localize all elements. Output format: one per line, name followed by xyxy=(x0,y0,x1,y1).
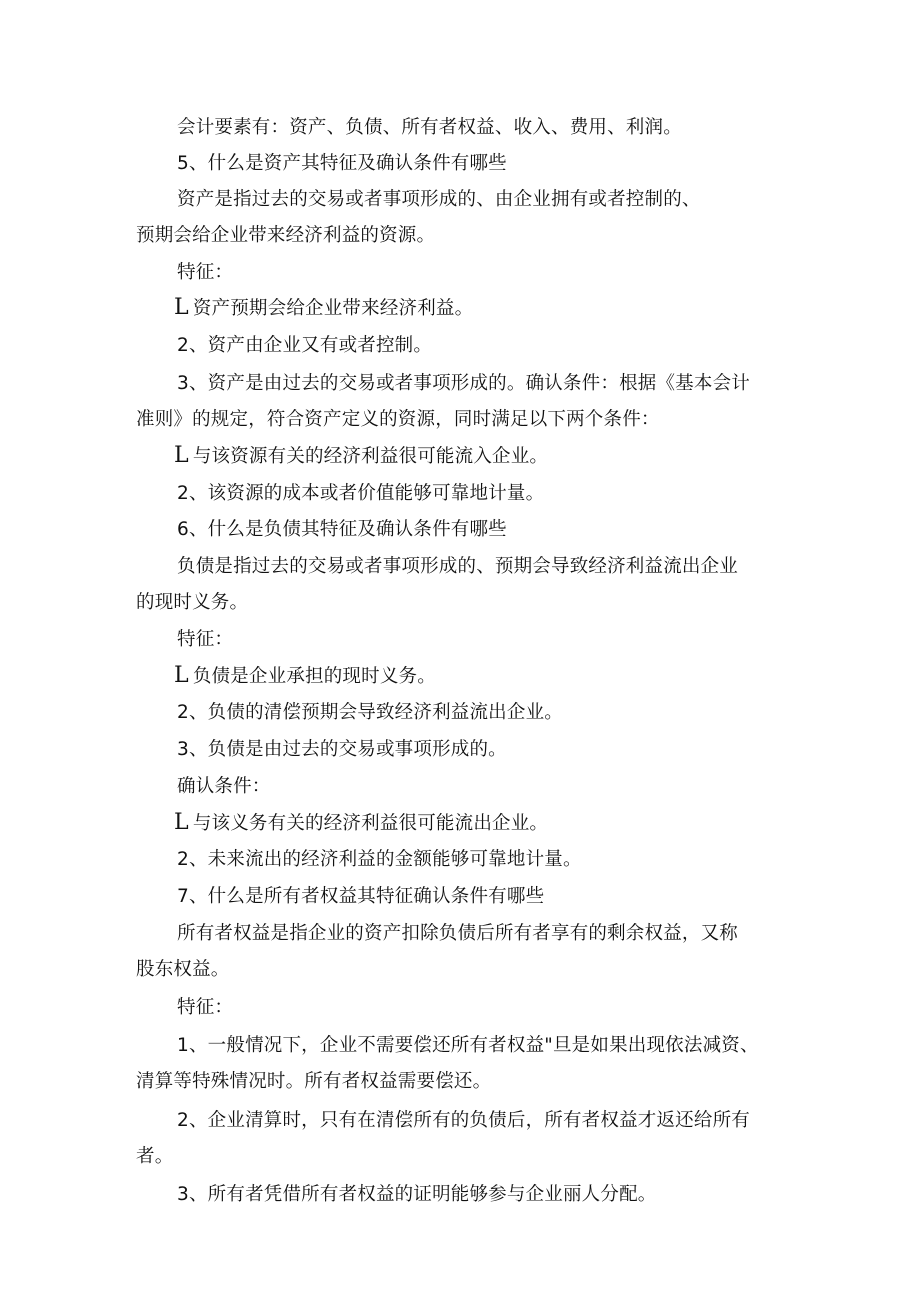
section-heading: 6、什么是负债其特征及确认条件有哪些 xyxy=(177,519,507,540)
list-item: 3、负债是由过去的交易或事项形成的。 xyxy=(177,739,507,760)
list-item: 3、所有者凭借所有者权益的证明能够参与企业丽人分配。 xyxy=(177,1184,657,1205)
text-line: 准则》的规定，符合资产定义的资源，同时满足以下两个条件： xyxy=(136,409,660,430)
list-item: 3、资产是由过去的交易或者事项形成的。确认条件：根据《基本会计 xyxy=(177,373,750,394)
list-marker: L xyxy=(174,810,189,835)
text-line: 特征： xyxy=(177,997,234,1018)
text-line: 特征： xyxy=(177,262,234,283)
text-line: 资产是指过去的交易或者事项形成的、由企业拥有或者控制的、 xyxy=(177,189,701,210)
text-line: 清算等特殊情况时。所有者权益需要偿还。 xyxy=(136,1071,492,1092)
text-line: 的现时义务。 xyxy=(136,592,249,613)
text-line: 预期会给企业带来经济利益的资源。 xyxy=(136,225,436,246)
list-item: 2、企业清算时，只有在清偿所有的负债后，所有者权益才返还给所有 xyxy=(177,1110,750,1131)
list-marker: L xyxy=(174,663,189,688)
section-heading: 5、什么是资产其特征及确认条件有哪些 xyxy=(177,153,507,174)
list-item: L 负债是企业承担的现时义务。 xyxy=(174,663,436,688)
list-item: 2、负债的清偿预期会导致经济利益流出企业。 xyxy=(177,702,563,723)
list-marker: L xyxy=(174,443,189,468)
list-item: 1、一般情况下，企业不需要偿还所有者权益"旦是如果出现依法减资、 xyxy=(177,1035,759,1056)
list-item: L 资产预期会给企业带来经济利益。 xyxy=(174,295,474,320)
text-line: 确认条件： xyxy=(177,776,271,797)
list-item: 2、该资源的成本或者价值能够可靠地计量。 xyxy=(177,483,545,504)
text-line: 股东权益。 xyxy=(136,959,230,980)
section-heading: 7、什么是所有者权益其特征确认条件有哪些 xyxy=(177,886,545,907)
text-line: 者。 xyxy=(136,1146,174,1167)
list-item: 2、未来流出的经济利益的金额能够可靠地计量。 xyxy=(177,849,582,870)
text-line: 特征： xyxy=(177,629,234,650)
list-item: L 与该资源有关的经济利益很可能流入企业。 xyxy=(174,443,549,468)
list-item: L 与该义务有关的经济利益很可能流出企业。 xyxy=(174,810,549,835)
text-line: 会计要素有：资产、负债、所有者权益、收入、费用、利润。 xyxy=(177,117,682,138)
text-line: 所有者权益是指企业的资产扣除负债后所有者享有的剩余权益，又称 xyxy=(177,923,739,944)
text-line: 负债是指过去的交易或者事项形成的、预期会导致经济利益流出企业 xyxy=(177,556,739,577)
list-item: 2、资产由企业又有或者控制。 xyxy=(177,335,433,356)
list-marker: L xyxy=(174,295,189,320)
